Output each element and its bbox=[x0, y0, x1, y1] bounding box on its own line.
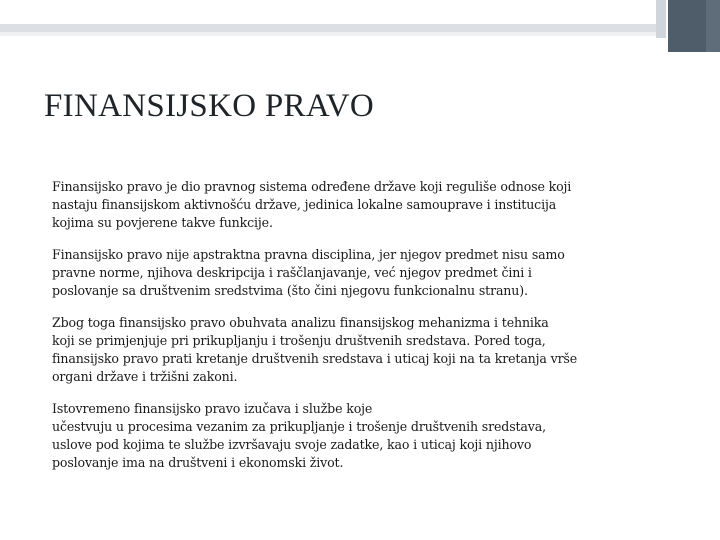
header-band bbox=[0, 24, 656, 32]
header-band-thin bbox=[0, 32, 656, 36]
paragraph-services: Istovremeno finansijsko pravo izučava i službe koje učestvuju u procesima vezanim za prikupljanje i trošenje društvenih sredstava, uslove pod kojima te službe izvršavaju svoje zadatke, kao i uticaj koji njihovo poslovanje ima na društveni i ekonomski život. bbox=[52, 401, 546, 470]
slide-body bbox=[52, 178, 632, 486]
slide-title: FINANSIJSKO PRAVO bbox=[44, 88, 374, 124]
paragraph-scope: Zbog toga finansijsko pravo obuhvata analizu finansijskog mehanizma i tehnika koji se primjenjuje pri prikupljanju i trošenju društvenih sredstava. Pored toga, finansijsko pravo prati kretanje društvenih sredstava i uticaj koji na ta kretanja vrše organi države i tržišni zakoni. bbox=[52, 315, 578, 384]
top-bar bbox=[0, 0, 720, 24]
corner-accent-light bbox=[656, 0, 666, 38]
corner-accent-edge bbox=[706, 0, 720, 52]
paragraph-discipline: Finansijsko pravo nije apstraktna pravna disciplina, jer njegov predmet nisu samo pravne norme, njihova deskripcija i raščlanjavanje, već njegov predmet čini i poslovanje sa društvenim sredstvima (što čini njegovu funkcionalnu stranu). bbox=[52, 247, 565, 298]
paragraph-definition: Finansijsko pravo je dio pravnog sistema određene države koji reguliše odnose koji nastaju finansijskom aktivnošću države, jedinica lokalne samouprave i institucija kojima su povjerene takve funkcije. bbox=[52, 179, 572, 230]
